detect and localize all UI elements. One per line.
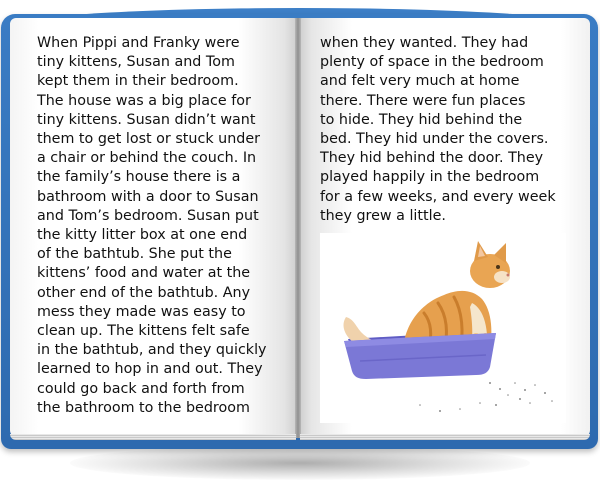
left-page [10,18,296,438]
kitten-muzzle [494,271,510,283]
book-spine [295,18,301,438]
kitten-in-litter-box-photo [320,233,566,423]
kitten-eye [496,265,500,269]
kitten-illustration [320,233,566,423]
kitten-nose [507,274,510,277]
litter-scatter [419,382,553,412]
right-page-text: when they wanted. They had plenty of space in the bedroom and felt very much at home there. There were fun places to hide. They hid behind the bed. They hid under the covers. They hid behind the door. They played happily in the bedroom for a few weeks, and every week they grew a little. [320,35,556,224]
left-page-text: When Pippi and Franky were tiny kittens, Susan and Tom kept them in their bedroom. The house was a big place for tiny kittens. Susan didn’t want them to get lost or stuck under a chair or behind the couch. In the family’s house there is a bathroom with a door to Susan and Tom’s bedroom. Susan put the kitty litter box at one end of the bathtub. She put the kittens’ food and water at the other end of the bathtub. Any mess they made was easy to clean up. The kittens felt safe in the bathtub, and they quickly learned to hop in and out. They could go back and forth from the bathroom to the bedroom [37,35,267,416]
left-page-edges [10,434,296,440]
book-shadow [70,446,530,480]
right-page [300,18,590,438]
right-page-edges [300,434,590,440]
